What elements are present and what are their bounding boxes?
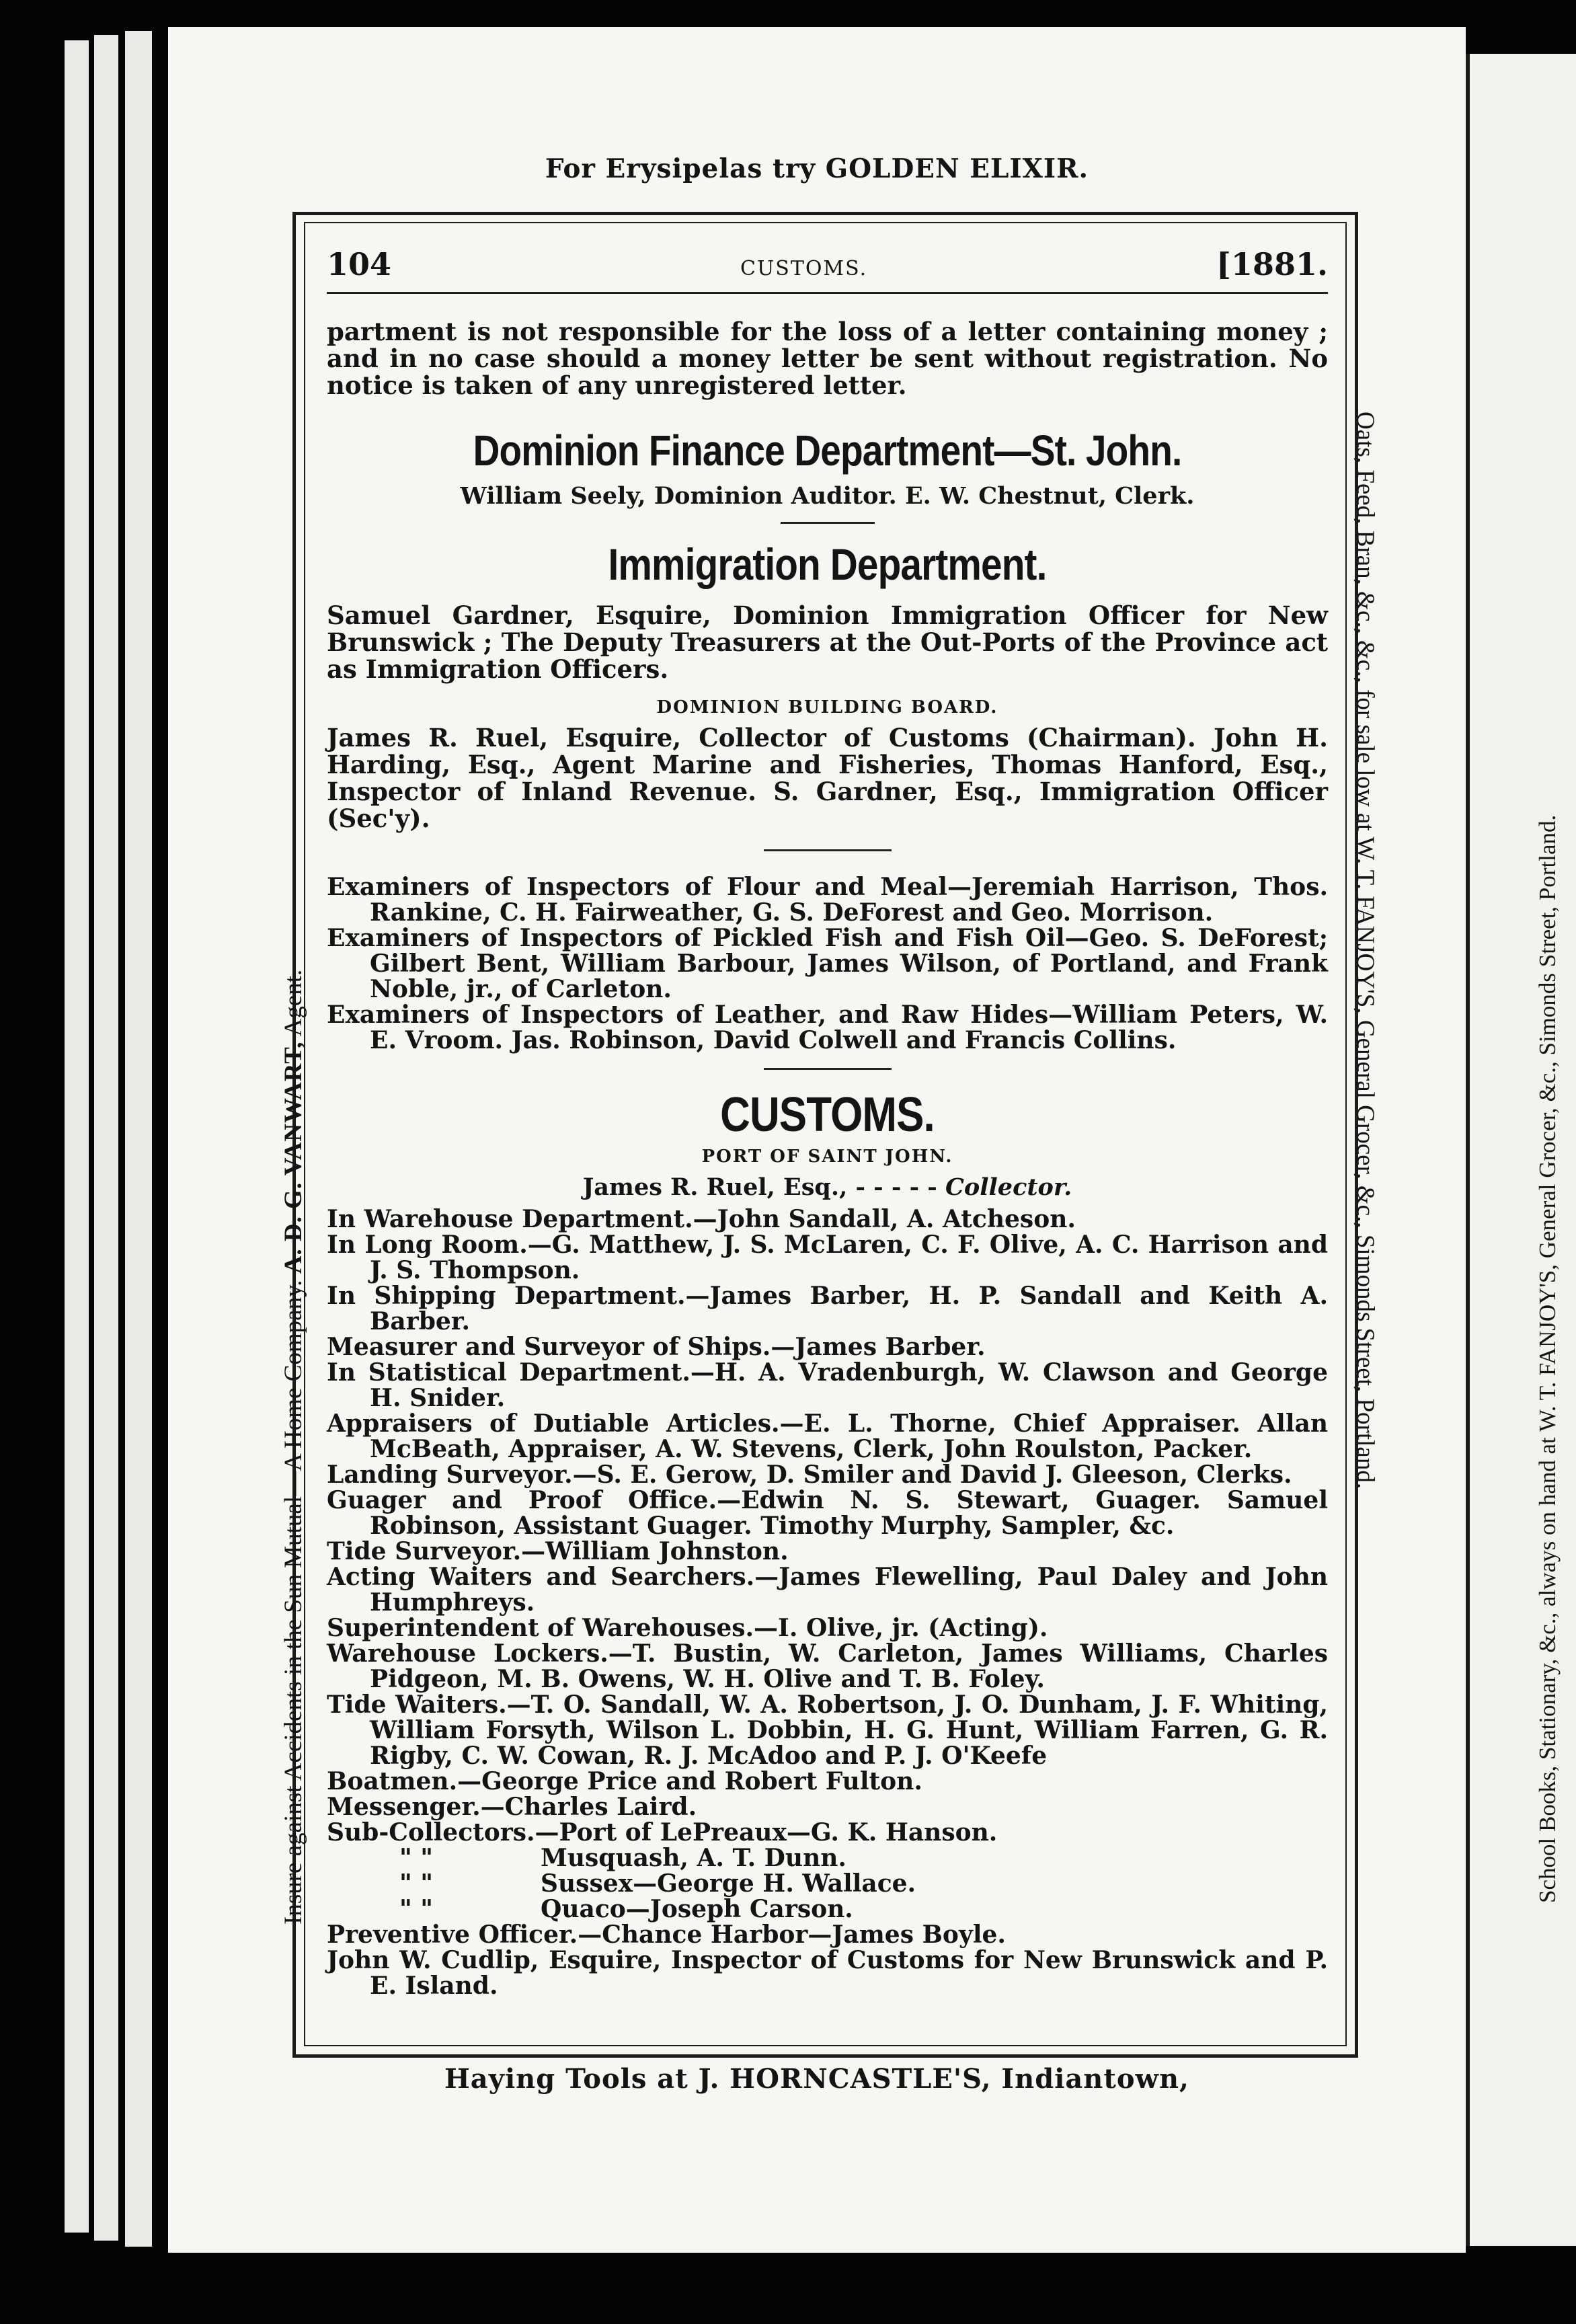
left-ad-tail: Agent.	[280, 969, 307, 1037]
page-edge	[125, 31, 152, 2247]
page-frame	[292, 212, 1358, 2058]
customs-entry: Warehouse Lockers.—T. Bustin, W. Carleton, James Williams, Charles Pidgeon, M. B. Owens, W. H. Olive and T. B. Foley.	[327, 1639, 1328, 1693]
section-rule	[764, 1068, 892, 1070]
right-margin-advert: Oats, Feed, Bran, &c., &c., for sale low at W. T. FANJOY'S, General Grocer, &c., Simonds Street, Portland.	[1351, 412, 1379, 1489]
sub-collector-text: Musquash, A. T. Dunn.	[541, 1844, 846, 1872]
left-margin-advert	[279, 970, 308, 1925]
page-frame-inner	[304, 222, 1347, 2046]
collector-role: Collector.	[945, 1173, 1072, 1201]
customs-entry: In Statistical Department.—H. A. Vradenburgh, W. Clawson and George H. Snider.	[327, 1358, 1328, 1412]
section-rule	[781, 522, 875, 524]
intro-paragraph: partment is not responsible for the loss of a letter containing money ; and in no case should a money letter be sent without registration. No notice is taken of any unregistered letter.	[327, 317, 1328, 400]
page-content	[327, 223, 1328, 1999]
immigration-title: Immigration Department.	[608, 539, 1047, 589]
sub-collector-text: Sussex—George H. Wallace.	[541, 1869, 916, 1898]
customs-entry: Superintendent of Warehouses.—I. Olive, jr. (Acting).	[327, 1614, 1048, 1642]
running-head: CUSTOMS.	[740, 257, 868, 280]
customs-entry: Acting Waiters and Searchers.—James Flewelling, Paul Daley and John Humphreys.	[327, 1563, 1328, 1617]
ditto-marks: " "	[399, 1844, 434, 1872]
customs-entry: Tide Surveyor.—William Johnston.	[327, 1537, 789, 1565]
board-text: James R. Ruel, Esquire, Collector of Customs (Chairman). John H. Harding, Esq., Agent Marine and Fisheries, Thomas Hanford, Esq., Inspector of Inland Revenue. S. Gardner, Esq., Immigration Officer (Sec'y).	[327, 723, 1328, 833]
sub-collector-text: Quaco—Joseph Carson.	[541, 1895, 853, 1923]
customs-entry: Guager and Proof Office.—Edwin N. S. Stewart, Guager. Samuel Robinson, Assistant Guager. Timothy Murphy, Sampler, &c.	[327, 1486, 1328, 1540]
customs-title: CUSTOMS.	[720, 1088, 935, 1142]
immigration-text: Samuel Gardner, Esquire, Dominion Immigration Officer for New Brunswick ; The Deputy Treasurers at the Out-Ports of the Province act as Immigration Officers.	[327, 601, 1328, 684]
customs-entry: Boatmen.—George Price and Robert Fulton.	[327, 1767, 922, 1795]
facing-page-advert: School Books, Stationary, &c., always on hand at W. T. FANJOY'S, General Grocer, &c., Simonds Street, Portland.	[1534, 814, 1561, 1903]
sub-collector-first: Sub-Collectors.—Port of LePreaux—G. K. Hanson.	[327, 1818, 998, 1847]
examiner-entry: Examiners of Inspectors of Pickled Fish and Fish Oil—Geo. S. DeForest; Gilbert Bent, William Barbour, James Wilson, of Portland, and Frank Noble, jr., of Carleton.	[327, 924, 1328, 1003]
examiners-list	[327, 874, 1328, 1053]
sub-collector-row	[327, 1871, 1328, 1896]
collector-name: James R. Ruel, Esq., - - - - -	[582, 1173, 937, 1201]
year-label: [1881.	[1216, 246, 1328, 282]
board-heading: DOMINION BUILDING BOARD.	[656, 697, 998, 718]
page-edge	[94, 35, 118, 2241]
sub-collectors	[327, 1820, 1328, 1922]
customs-entry: Appraisers of Dutiable Articles.—E. L. Thorne, Chief Appraiser. Allan McBeath, Appraiser, A. W. Stevens, Clerk, John Roulston, Packer.	[327, 1409, 1328, 1463]
customs-entry: Tide Waiters.—T. O. Sandall, W. A. Robertson, J. O. Dunham, J. F. Whiting, William Forsyth, Wilson L. Dobbin, H. G. Hunt, William Farren, G. R. Rigby, C. W. Cowan, R. J. McAdoo and P. J. O'Keefe	[327, 1691, 1328, 1770]
customs-entry: Preventive Officer.—Chance Harbor—James Boyle.	[327, 1921, 1006, 1949]
finance-officers: William Seely, Dominion Auditor. E. W. Chestnut, Clerk.	[460, 482, 1195, 510]
customs-entry: Messenger.—Charles Laird.	[327, 1793, 697, 1821]
examiner-entry: Examiners of Inspectors of Leather, and Raw Hides—William Peters, W. E. Vroom. Jas. Robinson, David Colwell and Francis Collins.	[327, 1001, 1328, 1054]
page-number: 104	[327, 246, 392, 282]
bottom-advert: Haying Tools at J. HORNCASTLE'S, Indiantown,	[444, 2063, 1189, 2095]
ditto-marks: " "	[399, 1869, 434, 1898]
top-advert: For Erysipelas try GOLDEN ELIXIR.	[545, 153, 1089, 184]
header-rule	[327, 292, 1328, 294]
customs-entry: In Long Room.—G. Matthew, J. S. McLaren, C. F. Olive, A. C. Harrison and J. S. Thompson.	[327, 1231, 1328, 1284]
examiner-entry: Examiners of Inspectors of Flour and Meal—Jeremiah Harrison, Thos. Rankine, C. H. Fairweather, G. S. DeForest and Geo. Morrison.	[327, 873, 1328, 927]
customs-entry: John W. Cudlip, Esquire, Inspector of Customs for New Brunswick and P. E. Island.	[327, 1946, 1328, 2000]
customs-entry: In Warehouse Department.—John Sandall, A. Atcheson.	[327, 1205, 1076, 1233]
customs-entries	[327, 1206, 1328, 1820]
page-edge	[65, 40, 89, 2233]
left-ad-text: Insure against Accidents in the Sun Mutual—A Home Company.	[280, 1280, 307, 1925]
finance-title: Dominion Finance Department—St. John.	[473, 426, 1182, 475]
port-heading: PORT OF SAINT JOHN.	[701, 1147, 953, 1167]
left-ad-agent: A. D. G. VANWART,	[280, 1041, 307, 1274]
sub-collector-row	[327, 1845, 1328, 1871]
ditto-marks: " "	[399, 1895, 434, 1923]
page-header	[327, 246, 1328, 282]
section-rule	[764, 849, 892, 851]
collector-line	[327, 1173, 1328, 1201]
customs-entry: Landing Surveyor.—S. E. Gerow, D. Smiler and David J. Gleeson, Clerks.	[327, 1461, 1292, 1489]
sub-collector-row	[327, 1896, 1328, 1922]
customs-entry: In Shipping Department.—James Barber, H. P. Sandall and Keith A. Barber.	[327, 1282, 1328, 1335]
document-page	[168, 27, 1466, 2253]
customs-entry: Measurer and Surveyor of Ships.—James Barber.	[327, 1333, 986, 1361]
